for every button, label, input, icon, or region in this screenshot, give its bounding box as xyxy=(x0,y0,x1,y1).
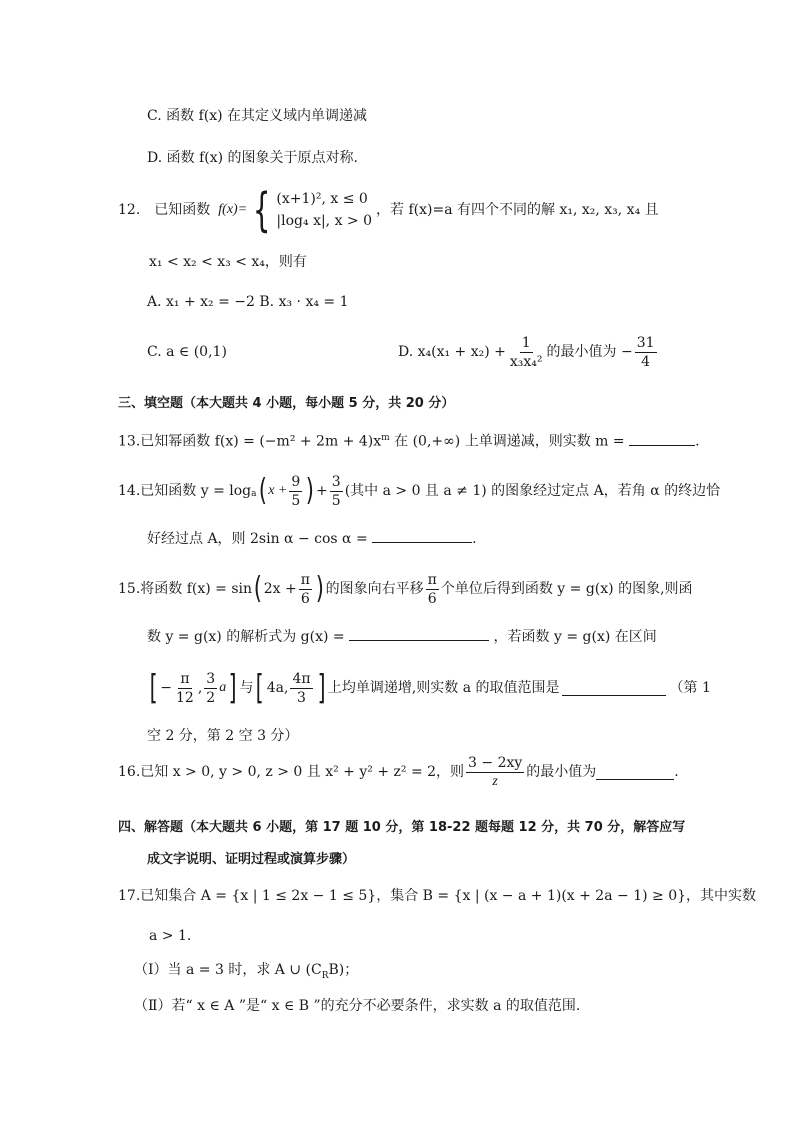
q15-frac-shift-den: 6 xyxy=(427,590,437,607)
q16-tail: 的最小值为 xyxy=(526,764,597,780)
q17-part-1-end: B)； xyxy=(328,962,359,978)
q15-line-3 xyxy=(147,664,711,712)
q15-interval-1-close: ] xyxy=(228,668,237,708)
q13-answer-blank[interactable] xyxy=(629,431,695,446)
q14-line-1 xyxy=(118,468,720,514)
q14-tail: (其中 a > 0 且 a ≠ 1) 的图象经过定点 A，若角 α 的终边恰 xyxy=(344,483,721,499)
q17-line-2: a > 1. xyxy=(149,928,192,944)
q12-d-value-num: 31 xyxy=(636,334,655,351)
q14-frac-1 xyxy=(289,475,302,508)
q15-tail: 个单位后得到函数 y = g(x) 的图象,则函 xyxy=(440,581,693,597)
q12-piece-2: |log₄ x|, x > 0 xyxy=(276,213,373,229)
q12-d-numerator: 1 xyxy=(521,334,531,351)
q12-stem xyxy=(118,183,659,237)
q14-left-paren: ( xyxy=(258,473,267,508)
q14-frac-1-den: 5 xyxy=(291,492,301,509)
q15-line-2b: ，若函数 y = g(x) 在区间 xyxy=(493,629,657,645)
q15-int1-a: a xyxy=(219,680,227,695)
q15-int1-b: 3 xyxy=(206,670,216,687)
q13 xyxy=(118,428,700,452)
q12-option-c: C. a ∈ (0,1) xyxy=(147,344,227,360)
q15-int1-pi: π xyxy=(180,670,190,687)
q13-text: 13.已知幂函数 f(x) = (−m² + 2m + 4)x xyxy=(118,433,382,450)
q17-part-1-sub: R xyxy=(321,970,329,981)
section-4-heading: 四、解答题（本大题共 6 小题，第 17 题 10 分，第 18-22 题每题 12 分，共 70 分，解答应写 xyxy=(118,820,686,835)
q14-line-2-text: 好经过点 A，则 2sin α − cos α = xyxy=(147,531,368,547)
q17-line-1: 17.已知集合 A = {x | 1 ≤ 2x − 1 ≤ 5}，集合 B = {x | (x − a + 1)(x + 2a − 1) ≥ 0}，其中实数 xyxy=(118,888,757,904)
q15-frac-shift xyxy=(426,573,439,606)
q12-option-b: B. x₃ · x₄ = 1 xyxy=(259,294,349,310)
q12-order: x₁ < x₂ < x₃ < x₄，则有 xyxy=(149,254,307,270)
q15-line-3-text: 上均单调递增,则实数 a 的取值范围是 xyxy=(327,680,560,696)
q15-int2-den: 3 xyxy=(297,689,306,706)
q15-line-4: 空 2 分，第 2 空 3 分） xyxy=(147,728,299,744)
q14-line-2 xyxy=(147,528,477,549)
q13-exponent: m xyxy=(381,433,390,443)
q14-pre: 14.已知函数 y = log xyxy=(118,483,252,499)
q15-interval-1-frac-b xyxy=(204,672,217,705)
q12-options-ab xyxy=(147,292,348,312)
q15-interval-2-open: [ xyxy=(256,668,265,708)
q15-answer-blank-2[interactable] xyxy=(562,681,666,696)
q16-frac-num: 3 − 2xy xyxy=(468,754,523,771)
q11-option-d: D. 函数 f(x) 的图象关于原点对称. xyxy=(147,150,358,166)
q15-interval-2-close: ] xyxy=(317,668,326,708)
q15-note: （第 1 xyxy=(669,680,711,696)
q15-frac-shift-num: π xyxy=(427,571,437,588)
q14-log-base: a xyxy=(251,489,257,499)
q14-frac-2-den: 5 xyxy=(331,492,341,509)
q17-part-1-text: （Ⅰ）当 a = 3 时，求 A ∪ (C xyxy=(134,962,322,978)
q16 xyxy=(118,752,679,792)
q15-interval-1-comma: , xyxy=(197,680,203,696)
q16-frac-den: z xyxy=(492,773,498,789)
q14-frac-1-num: 9 xyxy=(291,473,301,490)
q14-frac-2-num: 3 xyxy=(331,473,341,490)
q12-piece-1: (x+1)², x ≤ 0 xyxy=(276,191,368,207)
q14-end: . xyxy=(472,531,477,547)
q15-answer-blank-1[interactable] xyxy=(349,626,489,641)
q15-inner: 2x + xyxy=(263,581,297,597)
q12-option-d-value xyxy=(635,336,657,369)
q12-option-d-mid: 的最小值为 − xyxy=(546,344,633,360)
q12-option-d-pre: D. x₄(x₁ + x₂) + xyxy=(398,344,506,360)
q14-plus: + xyxy=(316,483,328,499)
q15-line-2 xyxy=(147,626,657,647)
q11-option-c: C. 函数 f(x) 在其定义域内单调递减 xyxy=(147,108,368,124)
q12-brace: { xyxy=(252,183,271,237)
q15-interval-1-frac-a xyxy=(174,672,196,705)
q17-part-1 xyxy=(134,960,358,986)
q12-option-d-frac xyxy=(508,336,545,369)
q15-frac-inner xyxy=(299,573,312,606)
q15-mid: 的图象向右平移 xyxy=(325,581,424,597)
q15-line-2a: 数 y = g(x) 的解析式为 g(x) = xyxy=(147,629,345,645)
q15-frac-inner-num: π xyxy=(300,571,310,588)
q15-pre: 15.将函数 f(x) = sin xyxy=(118,581,253,597)
q13-tail: 在 (0,+∞) 上单调递减，则实数 m = xyxy=(389,433,625,450)
q12-d-value-den: 4 xyxy=(641,353,651,370)
q17-part-2: （Ⅱ）若“ x ∈ A ”是“ x ∈ B ”的充分不必要条件，求实数 a 的取值范围. xyxy=(134,998,581,1014)
q15-int1-c: 2 xyxy=(206,689,216,706)
q14-right-paren: ) xyxy=(306,473,315,508)
q15-int1-den: 12 xyxy=(176,689,194,706)
q16-pre: 16.已知 x > 0, y > 0, z > 0 且 x² + y² + z² = 2，则 xyxy=(118,764,465,780)
q12-number: 12. xyxy=(118,202,141,218)
q15-line-1 xyxy=(118,566,693,612)
section-4-heading-line-2: 成文字说明、证明过程或演算步骤） xyxy=(147,852,356,867)
q14-answer-blank[interactable] xyxy=(372,528,472,543)
q14-x: x + xyxy=(268,483,288,498)
q15-interval-2-frac xyxy=(290,672,312,705)
q16-end: . xyxy=(674,764,679,780)
q15-left-paren: ( xyxy=(253,571,262,606)
q12-d-denominator: x₃x₄² xyxy=(509,353,543,370)
q15-int2-num: 4π xyxy=(292,670,311,687)
q12-option-d xyxy=(398,332,659,372)
q15-int2-a: 4a, xyxy=(266,680,289,696)
q16-answer-blank[interactable] xyxy=(596,765,674,780)
q15-frac-inner-den: 6 xyxy=(300,590,310,607)
q15-and: 与 xyxy=(239,680,254,696)
q15-interval-1-open: [ xyxy=(149,668,158,708)
q12-lead: 已知函数 xyxy=(154,202,211,218)
q12-mid: ，若 f(x)=a 有四个不同的解 x₁, x₂, x₃, x₄ 且 xyxy=(376,202,659,218)
q15-interval-1-minus: − xyxy=(160,680,172,696)
q12-option-a: A. x₁ + x₂ = −2 xyxy=(147,294,255,310)
q13-end: . xyxy=(695,433,700,450)
q15-right-paren: ) xyxy=(315,571,324,606)
q16-frac xyxy=(466,756,524,789)
section-3-heading: 三、填空题（本大题共 4 小题，每小题 5 分，共 20 分） xyxy=(118,396,455,411)
q14-frac-2 xyxy=(330,475,343,508)
q12-cases xyxy=(276,188,372,232)
q12-fx: f(x)= xyxy=(218,202,248,217)
